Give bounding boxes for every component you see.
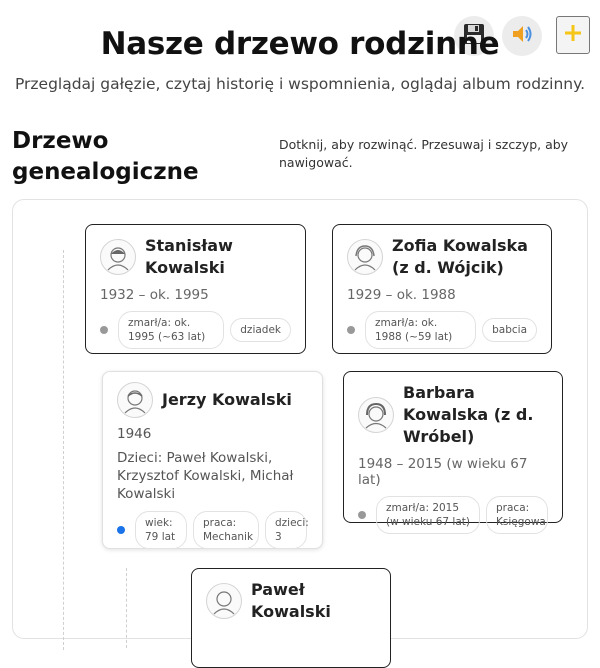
person-dates: 1948 – 2015 (w wieku 67 lat) (358, 456, 528, 488)
page-title: Nasze drzewo rodzinne (100, 26, 500, 62)
chip-death: zmarł/a: ok. 1988 (~59 lat) (365, 311, 476, 349)
status-dot (347, 326, 355, 334)
person-name: Paweł Kowalski (251, 580, 331, 621)
person-card-stanislaw[interactable] (85, 224, 306, 354)
person-icon (361, 400, 391, 430)
person-children: Dzieci: Paweł Kowalski, Krzysztof Kowalski, Michał Kowalski (117, 450, 294, 502)
navigation-hint: Dotknij, aby rozwinąć. Przesuwaj i szczyp, aby nawigować. (279, 137, 569, 170)
person-icon (209, 586, 239, 616)
person-card-pawel[interactable] (191, 568, 391, 668)
chip-age: wiek: 79 lat (135, 511, 187, 549)
status-dot (117, 526, 125, 534)
person-icon (120, 385, 150, 415)
avatar (117, 382, 153, 418)
person-name: Stanisław Kowalski (145, 236, 233, 277)
avatar (358, 397, 394, 433)
person-card-zofia[interactable] (332, 224, 552, 354)
tree-connector (63, 250, 64, 650)
person-name: Jerzy Kowalski (162, 390, 292, 409)
chip-children-count: dzieci: 3 (265, 511, 307, 549)
section-title: Drzewo genealogiczne (12, 128, 199, 185)
person-card-jerzy[interactable] (102, 371, 323, 549)
person-icon (350, 242, 380, 272)
chip-role: babcia (482, 318, 537, 342)
person-dates: 1929 – ok. 1988 (347, 287, 456, 303)
page-subtitle: Przeglądaj gałęzie, czytaj historię i wspomnienia, oglądaj album rodzinny. (14, 75, 586, 93)
person-icon (103, 242, 133, 272)
status-dot (358, 511, 366, 519)
tree-connector (126, 568, 127, 648)
person-name: Barbara Kowalska (z d. Wróbel) (403, 383, 534, 446)
person-name: Zofia Kowalska (z d. Wójcik) (392, 236, 528, 277)
person-dates: 1932 – ok. 1995 (100, 287, 209, 303)
chip-death: zmarł/a: ok. 1995 (~63 lat) (118, 311, 224, 349)
avatar (347, 239, 383, 275)
avatar (206, 583, 242, 619)
chip-job: praca: Mechanik (193, 511, 259, 549)
chip-role: dziadek (230, 318, 291, 342)
avatar (100, 239, 136, 275)
chip-job: praca: Księgowa (486, 496, 548, 534)
person-dates: 1946 (117, 426, 152, 442)
status-dot (100, 326, 108, 334)
tree-panel[interactable] (12, 199, 588, 639)
chip-death: zmarł/a: 2015 (w wieku 67 lat) (376, 496, 480, 534)
person-card-barbara[interactable] (343, 371, 563, 528)
